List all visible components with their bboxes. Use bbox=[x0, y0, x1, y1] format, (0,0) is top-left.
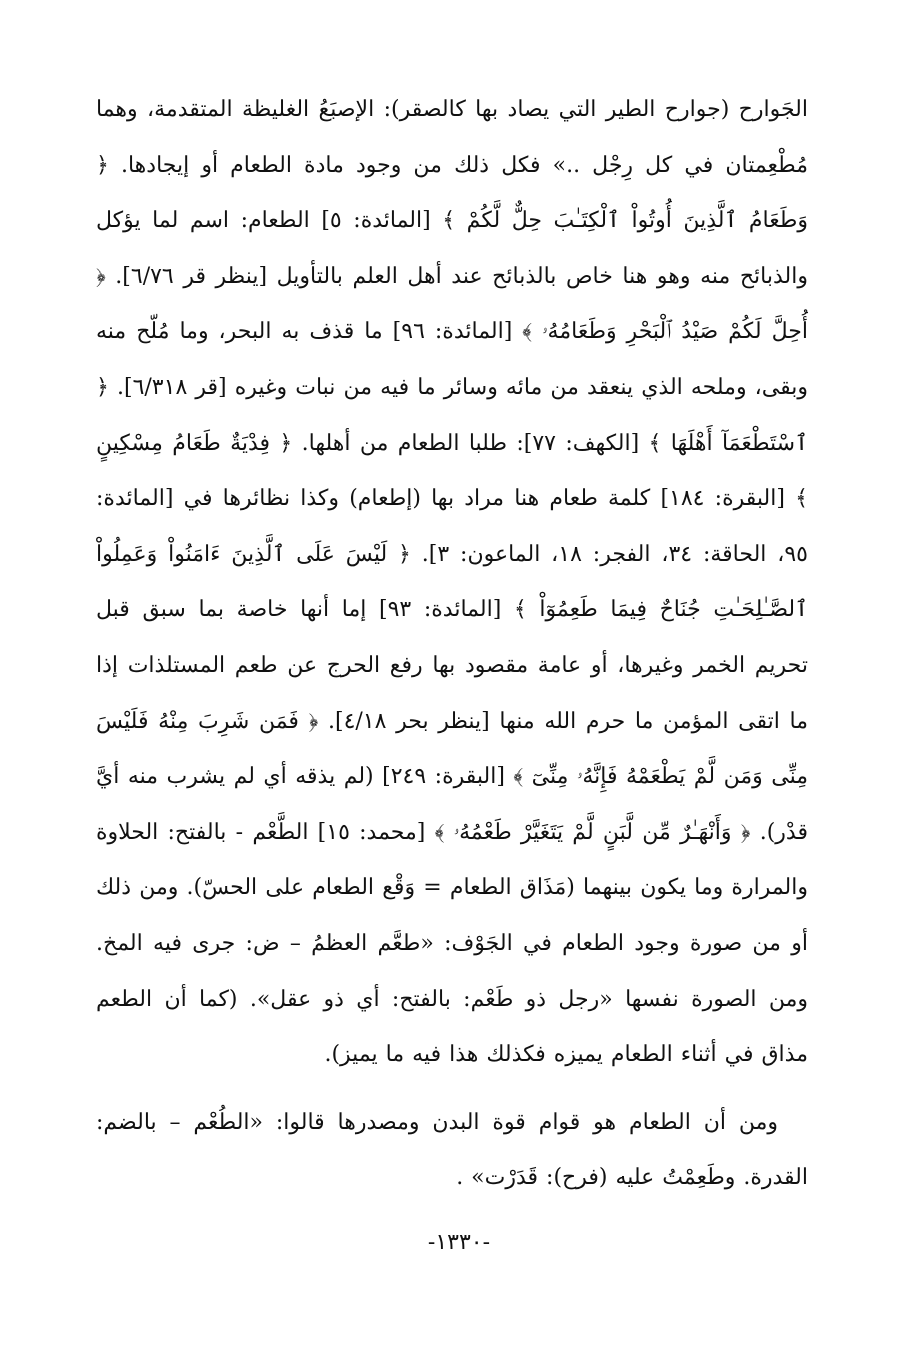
document-page bbox=[96, 82, 808, 1206]
page-number: -١٣٣٠- bbox=[427, 1230, 491, 1255]
body-paragraph-2: ومن أن الطعام هو قوام قوة البدن ومصدرها قالوا: «الطُعْم – بالضم: القدرة. وطَعِمْتُ عليه (فرح): قَدَرْت» . bbox=[96, 1109, 808, 1191]
body-paragraph-1: الجَوارح (جوارح الطير التي يصاد بها كالصقر): الإصبَعُ الغليظة المتقدمة، وهما مُطْعِمتان في كل رِجْل ..» فكل ذلك من وجود مادة الطعام أو إيجادها. ﴿ وَطَعَامُ ٱلَّذِينَ أُوتُواْ ٱلْكِتَـٰبَ حِلٌّ لَّكُمْ ﴾ [المائدة: ٥] الطعام: اسم لما يؤكل والذبائح منه وهو هنا خاص بالذبائح عند أهل العلم بالتأويل [ينظر قر ٦/٧٦]. ﴿ أُحِلَّ لَكُمْ صَيْدُ ٱلْبَحْرِ وَطَعَامُهُۥ ﴾ [المائدة: ٩٦] ما قذف به البحر، وما مُلّح منه وبقى، وملحه الذي ينعقد من مائه وسائر ما فيه من نبات وغيره [قر ٦/٣١٨]. ﴿ ٱسْتَطْعَمَآ أَهْلَهَا ﴾ [الكهف: ٧٧]: طلبا الطعام من أهلها. ﴿ فِدْيَةٌ طَعَامُ مِسْكِينٍ ﴾ [البقرة: ١٨٤] كلمة طعام هنا مراد بها (إطعام) وكذا نظائرها في [المائدة: ٩٥، الحاقة: ٣٤، الفجر: ١٨، الماعون: ٣]. ﴿ لَيْسَ عَلَى ٱلَّذِينَ ءَامَنُواْ وَعَمِلُواْ ٱلصَّـٰلِحَـٰتِ جُنَاحٌ فِيمَا طَعِمُوٓاْ ﴾ [المائدة: ٩٣] إما أنها خاصة بما سبق قبل تحريم الخمر وغيرها، أو عامة مقصود بها رفع الحرج عن طعم المستلذات إذا ما اتقى المؤمن ما حرم الله منها [ينظر بحر ٤/١٨]. ﴿ فَمَن شَرِبَ مِنْهُ فَلَيْسَ مِنِّى وَمَن لَّمْ يَطْعَمْهُ فَإِنَّهُۥ مِنِّىٓ ﴾ [البقرة: ٢٤٩] (لم يذقه أي لم يشرب منه أيَّ قدْر). ﴿ وَأَنْهَـٰرٌ مِّن لَّبَنٍ لَّمْ يَتَغَيَّرْ طَعْمُهُۥ ﴾ [محمد: ١٥] الطَّعْم - بالفتح: الحلاوة والمرارة وما يكون بينهما (مَذَاق الطعام = وَقْع الطعام على الحسّ). ومن ذلك أو من صورة وجود الطعام في الجَوْف: «طعَّم العظمُ – ض: جرى فيه المخ. ومن الصورة نفسها «رجل ذو طَعْم: بالفتح: أي ذو عقل». (كما أن الطعم مذاق في أثناء الطعام يميزه فكذلك هذا فيه ما يميز). bbox=[96, 97, 809, 1068]
